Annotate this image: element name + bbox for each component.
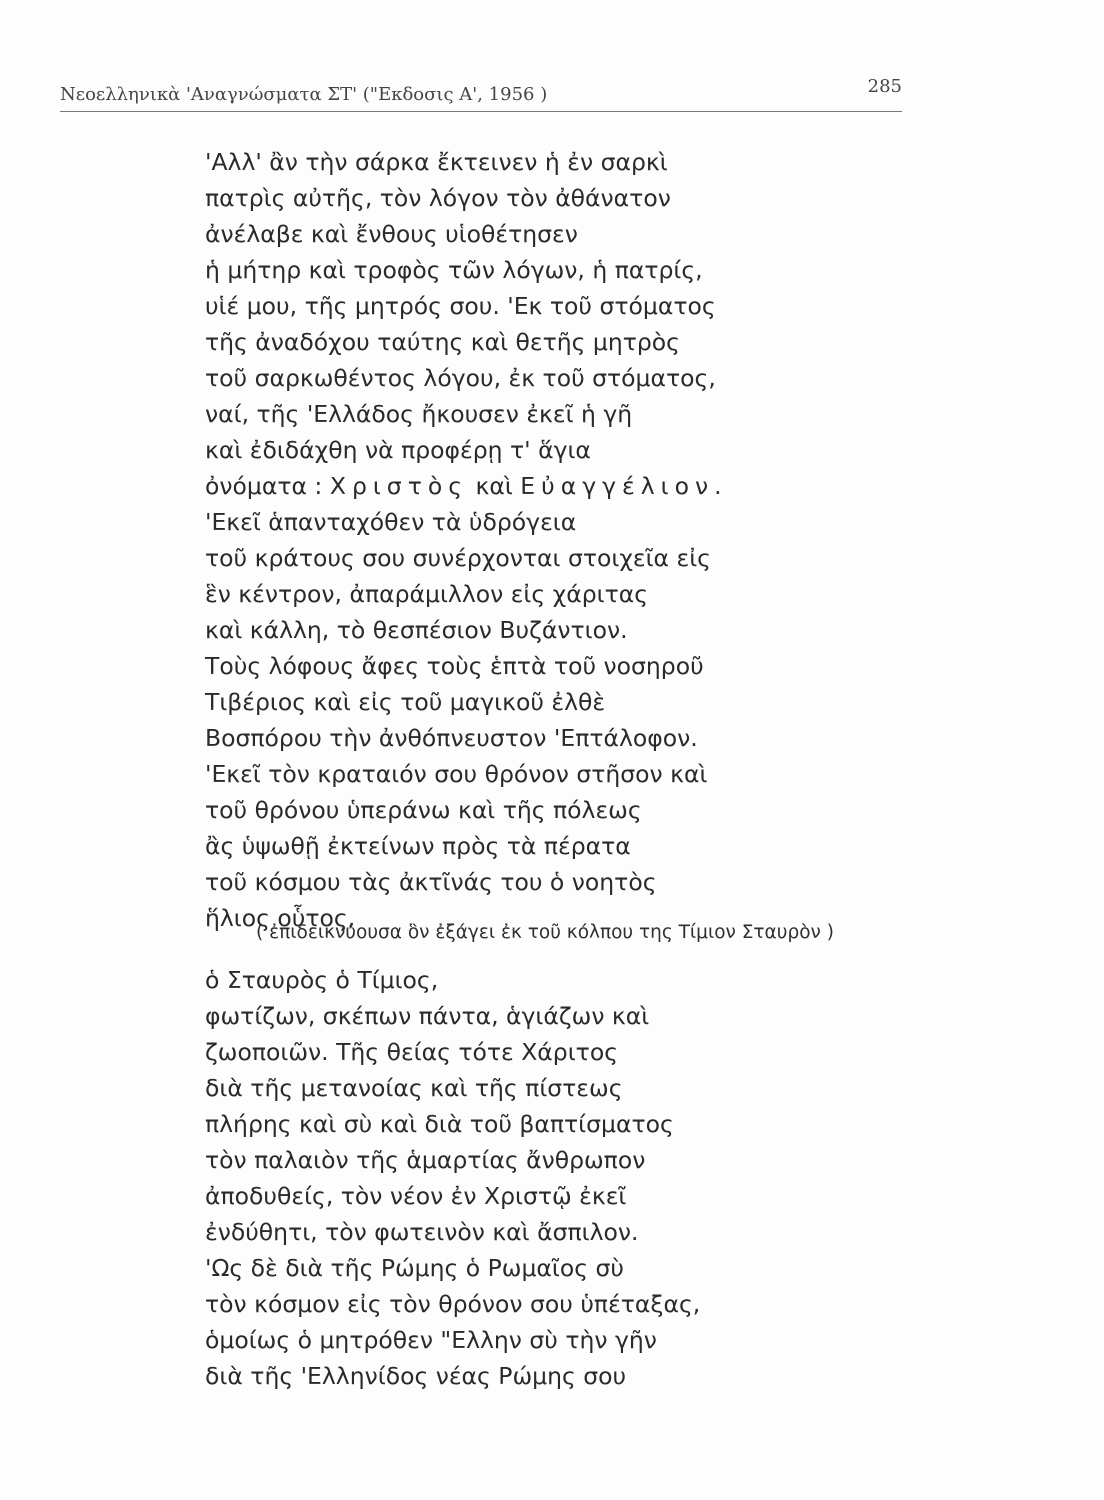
verse-line-holy-names — [205, 471, 728, 501]
verse-line: τοῦ θρόνου ὑπεράνω καὶ τῆς πόλεως — [205, 796, 642, 824]
verse-line: ἥλιος οὗτος, — [205, 904, 356, 932]
verse-line: ἂς ὑψωθῇ ἐκτείνων πρὸς τὰ πέρατα — [205, 832, 631, 860]
verse-line: ὁμοίως ὁ μητρόθεν "Ελλην σὺ τὴν γῆν — [205, 1326, 657, 1354]
verse-line: καὶ κάλλη, τὸ θεσπέσιον Βυζάντιον. — [205, 616, 628, 644]
verse-line: ἀποδυθείς, τὸν νέον ἐν Χριστῷ ἐκεῖ — [205, 1182, 627, 1210]
verse-line: ναί, τῆς 'Ελλάδος ἤκουσεν ἐκεῖ ἡ γῆ — [205, 400, 633, 428]
verse-line: 'Εκεῖ ἁπανταχόθεν τὰ ὑδρόγεια — [205, 508, 577, 536]
verse-line: ἐνδύθητι, τὸν φωτεινὸν καὶ ἄσπιλον. — [205, 1218, 639, 1246]
name-christ: Χριστὸς — [329, 472, 469, 500]
verse-line: 'Εκεῖ τὸν κραταιόν σου θρόνον στῆσον καὶ — [205, 760, 708, 788]
name-gospel: Εὐαγγέλιον. — [520, 472, 728, 500]
verse-line: ζωοποιῶν. Τῆς θείας τότε Χάριτος — [205, 1038, 618, 1066]
verse-line: ἓν κέντρον, ἀπαράμιλλον εἰς χάριτας — [205, 580, 649, 608]
verse-line: πλήρης καὶ σὺ καὶ διὰ τοῦ βαπτίσματος — [205, 1110, 674, 1138]
page-header — [60, 74, 902, 110]
verse-line: ἡ μήτηρ καὶ τροφὸς τῶν λόγων, ἡ πατρίς, — [205, 256, 703, 284]
page-number: 285 — [867, 76, 902, 97]
verse-line: τὸν παλαιὸν τῆς ἁμαρτίας ἄνθρωπον — [205, 1146, 646, 1174]
verse-line: διὰ τῆς μετανοίας καὶ τῆς πίστεως — [205, 1074, 623, 1102]
verse-line: διὰ τῆς 'Ελληνίδος νέας Ρώμης σου — [205, 1362, 627, 1390]
verse-line: φωτίζων, σκέπων πάντα, ἁγιάζων καὶ — [205, 1002, 650, 1030]
stage-direction: ( ἐπιδεικνύουσα ὃν ἐξάγει ἐκ τοῦ κόλπου της Τίμιον Σταυρὸν ) — [256, 922, 834, 943]
verse-line: ἀνέλαβε καὶ ἔνθους υἱοθέτησεν — [205, 220, 578, 248]
verse-line: Τοὺς λόφους ἄφες τοὺς ἑπτὰ τοῦ νοσηροῦ — [205, 652, 704, 680]
verse-line: ὁ Σταυρὸς ὁ Τίμιος, — [205, 966, 439, 994]
names-intro: ὀνόματα : — [205, 472, 323, 500]
verse-line: 'Ως δὲ διὰ τῆς Ρώμης ὁ Ρωμαῖος σὺ — [205, 1254, 625, 1282]
header-rule — [60, 111, 902, 112]
verse-line: τῆς ἀναδόχου ταύτης καὶ θετῆς μητρὸς — [205, 328, 680, 356]
verse-line: τοῦ κράτους σου συνέρχονται στοιχεῖα εἰς — [205, 544, 711, 572]
verse-line: τοῦ κόσμου τὰς ἀκτῖνάς του ὁ νοητὸς — [205, 868, 657, 896]
verse-line: πατρὶς αὐτῆς, τὸν λόγον τὸν ἀθάνατον — [205, 184, 671, 212]
verse-line: Τιβέριος καὶ εἰς τοῦ μαγικοῦ ἐλθὲ — [205, 688, 606, 716]
verse-line: τὸν κόσμον εἰς τὸν θρόνον σου ὑπέταξας, — [205, 1290, 701, 1318]
verse-line: 'Αλλ' ἂν τὴν σάρκα ἔκτεινεν ἡ ἐν σαρκὶ — [205, 148, 668, 176]
verse-line: υἱέ μου, τῆς μητρός σου. 'Εκ τοῦ στόματος — [205, 292, 716, 320]
verse-line: καὶ ἐδιδάχθη νὰ προφέρῃ τ' ἅγια — [205, 436, 591, 464]
running-title: Νεοελληνικὰ 'Αναγνώσματα ΣΤ' ("Εκδοσις Α', 1956 ) — [60, 84, 548, 105]
name-and: καὶ — [475, 472, 513, 500]
verse-line: Βοσπόρου τὴν ἀνθόπνευστον 'Επτάλοφον. — [205, 724, 698, 752]
verse-line: τοῦ σαρκωθέντος λόγου, ἐκ τοῦ στόματος, — [205, 364, 716, 392]
